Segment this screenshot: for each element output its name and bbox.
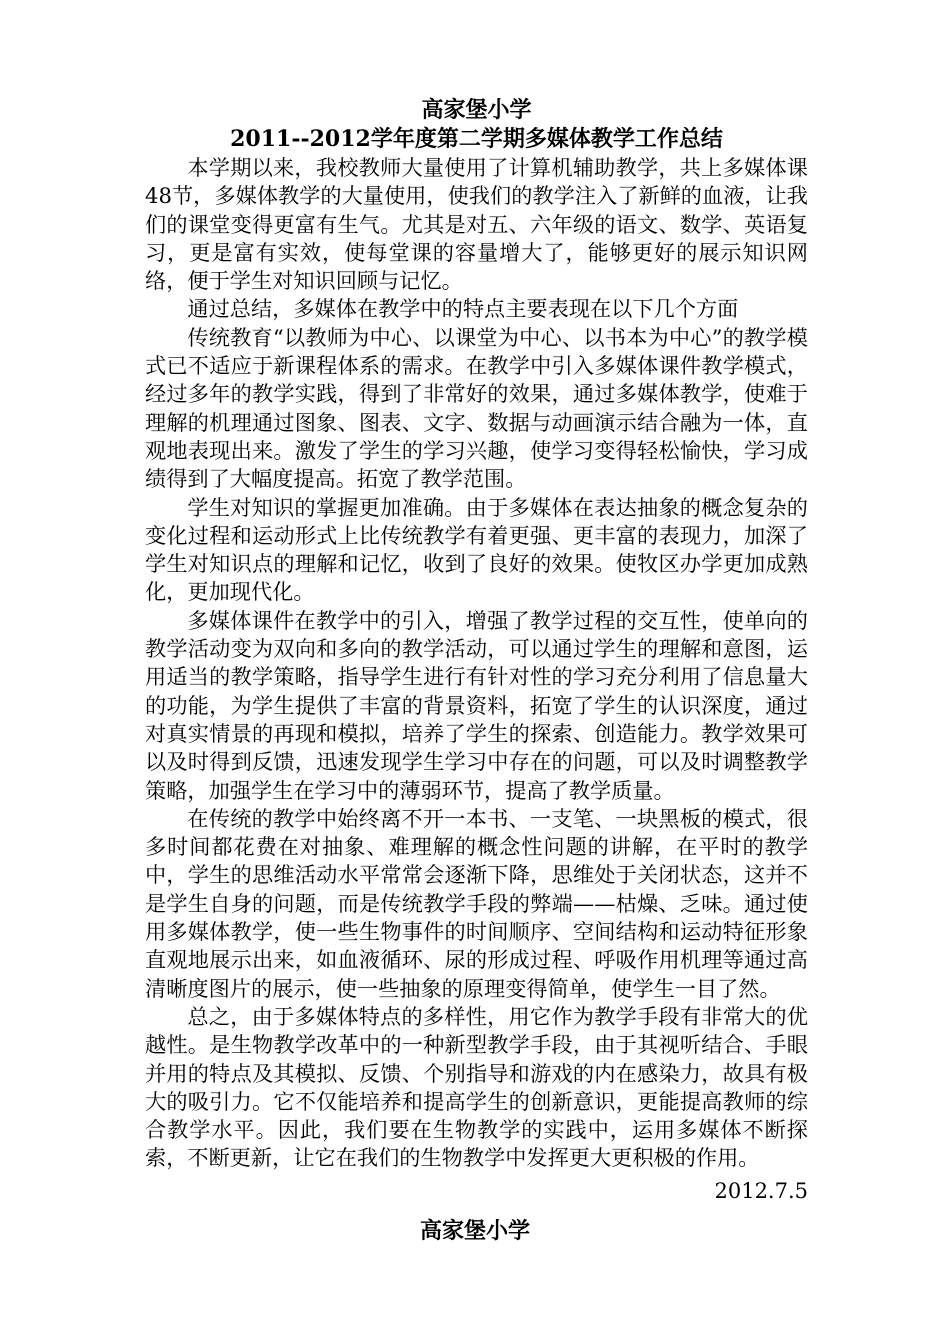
document-date: 2012.7.5: [714, 1178, 808, 1203]
paragraph-knowledge-mastery: 学生对知识的掌握更加准确。由于多媒体在表达抽象的概念复杂的变化过程和运动形式上比传统教学有着更强、更丰富的表现力，加深了学生对知识点的理解和记忆，收到了良好的效果。使牧区办学更加成熟化，更加现代化。: [145, 494, 808, 605]
document-title: 2011--2012学年度第二学期多媒体教学工作总结: [230, 126, 723, 152]
paragraph-traditional-education: 传统教育“以教师为中心、以课堂为中心、以书本为中心”的教学模式已不适应于新课程体系的需求。在教学中引入多媒体课件教学模式，经过多年的教学实践，得到了非常好的效果，通过多媒体教学，使难于理解的机理通过图象、图表、文字、数据与动画演示结合融为一体，直观地表现出来。激发了学生的学习兴趣，使学习变得轻松愉快，学习成绩得到了大幅度提高。拓宽了教学范围。: [145, 324, 808, 492]
paragraph-summary-lead: 通过总结，多媒体在教学中的特点主要表现在以下几个方面: [187, 296, 739, 322]
next-page-school-name: 高家堡小学: [419, 1218, 530, 1244]
document-body: [145, 96, 808, 1206]
paragraph-intro: 本学期以来，我校教师大量使用了计算机辅助教学，共上多媒体课48节，多媒体教学的大量使用，使我们的教学注入了新鲜的血液，让我们的课堂变得更富有生气。尤其是对五、六年级的语文、数学、英语复习，更是富有实效，使每堂课的容量增大了，能够更好的展示知识网络，便于学生对知识回顾与记忆。: [145, 155, 808, 294]
school-name-heading: 高家堡小学: [421, 97, 532, 123]
paragraph-interactivity: 多媒体课件在教学中的引入，增强了教学过程的交互性，使单向的教学活动变为双向和多向的教学活动，可以通过学生的理解和意图，运用适当的教学策略，指导学生进行有针对性的学习充分利用了信息量大的功能，为学生提供了丰富的背景资料，拓宽了学生的认识深度，通过对真实情景的再现和模拟，培养了学生的探索、创造能力。教学效果可以及时得到反馈，迅速发现学生学习中存在的问题，可以及时调整教学策略，加强学生在学习中的薄弱环节，提高了教学质量。: [145, 607, 808, 803]
paragraph-conclusion: 总之，由于多媒体特点的多样性，用它作为教学手段有非常大的优越性。是生物教学改革中的一种新型教学手段，由于其视听结合、手眼并用的特点及其模拟、反馈、个别指导和游戏的内在感染力，故具有极大的吸引力。它不仅能培养和提高学生的创新意识，更能提高教师的综合教学水平。因此，我们要在生物教学的实践中，运用多媒体不断探索，不断更新，让它在我们的生物教学中发挥更大更积极的作用。: [145, 1003, 808, 1171]
paragraph-traditional-teaching: 在传统的教学中始终离不开一本书、一支笔、一块黑板的模式，很多时间都花费在对抽象、难理解的概念性问题的讲解，在平时的教学中，学生的思维活动水平常常会逐渐下降，思维处于关闭状态，这并不是学生自身的问题，而是传统教学手段的弊端——枯燥、乏味。通过使用多媒体教学，使一些生物事件的时间顺序、空间结构和运动特征形象直观地展示出来，如血液循环、尿的形成过程、呼吸作用机理等通过高清晰度图片的展示，使一些抽象的原理变得简单，使学生一目了然。: [145, 805, 808, 1001]
